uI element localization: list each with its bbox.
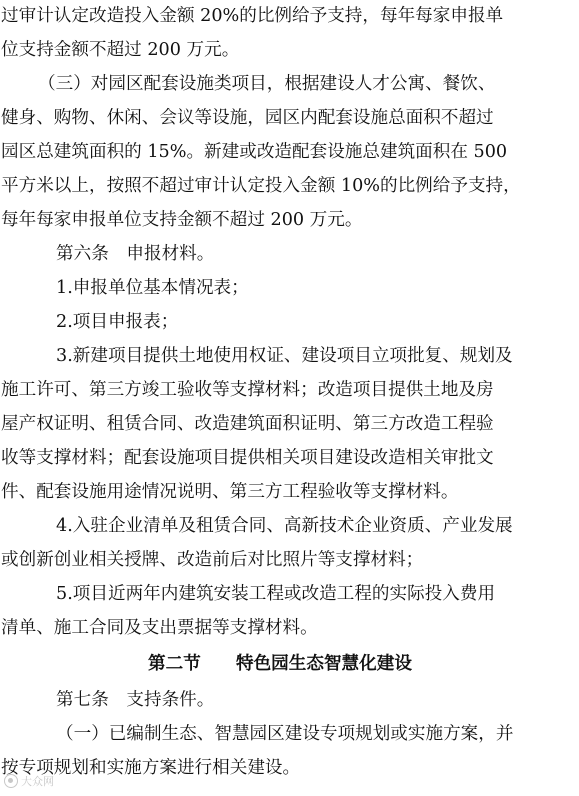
list-item: 3.新建项目提供土地使用权证、建设项目立项批复、规划及 bbox=[56, 346, 513, 366]
paragraph-line: 收等支撑材料；配套设施项目提供相关项目建设改造相关审批文 bbox=[1, 448, 494, 468]
list-item: 2.项目申报表； bbox=[56, 312, 179, 332]
paragraph-line: 施工许可、第三方竣工验收等支撑材料；改造项目提供土地及房 bbox=[1, 380, 494, 400]
list-item: 1.申报单位基本情况表； bbox=[56, 278, 249, 298]
paragraph-line: 屋产权证明、租赁合同、改造建筑面积证明、第三方改造工程验 bbox=[1, 414, 494, 434]
list-item: 5.项目近两年内建筑安装工程或改造工程的实际投入费用 bbox=[56, 584, 496, 604]
list-item: 4.入驻企业清单及租赁合同、高新技术企业资质、产业发展 bbox=[56, 516, 513, 536]
paragraph-line: 位支持金额不超过 200 万元。 bbox=[1, 40, 240, 60]
paragraph-line: 平方米以上，按照不超过审计认定投入金额 10%的比例给予支持， bbox=[1, 176, 521, 196]
paragraph-line: 健身、购物、休闲、会议等设施，园区内配套设施总面积不超过 bbox=[1, 108, 494, 128]
paragraph-line: 园区总建筑面积的 15%。新建或改造配套设施总建筑面积在 500 bbox=[1, 142, 508, 162]
paragraph-line: （三）对园区配套设施类项目，根据建设人才公寓、餐饮、 bbox=[38, 74, 496, 94]
paragraph-line: 或创新创业相关授牌、改造前后对比照片等支撑材料； bbox=[1, 550, 424, 570]
paragraph-line: 清单、施工合同及支出票据等支撑材料。 bbox=[1, 618, 318, 638]
paragraph-line: 件、配套设施用途情况说明、第三方工程验收等支撑材料。 bbox=[1, 482, 459, 502]
list-item: （一）已编制生态、智慧园区建设专项规划或实施方案，并 bbox=[56, 724, 514, 744]
watermark bbox=[4, 773, 54, 789]
paragraph-line: 过审计认定改造投入金额 20%的比例给予支持，每年每家申报单 bbox=[1, 6, 504, 26]
article-heading: 第七条 支持条件。 bbox=[56, 690, 215, 710]
paragraph-line: 按专项规划和实施方案进行相关建设。 bbox=[1, 758, 301, 778]
article-heading: 第六条 申报材料。 bbox=[56, 244, 215, 264]
section-heading: 第二节 特色园生态智慧化建设 bbox=[148, 653, 412, 674]
watermark-text: 大众网 bbox=[21, 775, 54, 788]
paragraph-line: 每年每家申报单位支持金额不超过 200 万元。 bbox=[1, 210, 363, 230]
weibo-logo-icon bbox=[4, 774, 18, 788]
